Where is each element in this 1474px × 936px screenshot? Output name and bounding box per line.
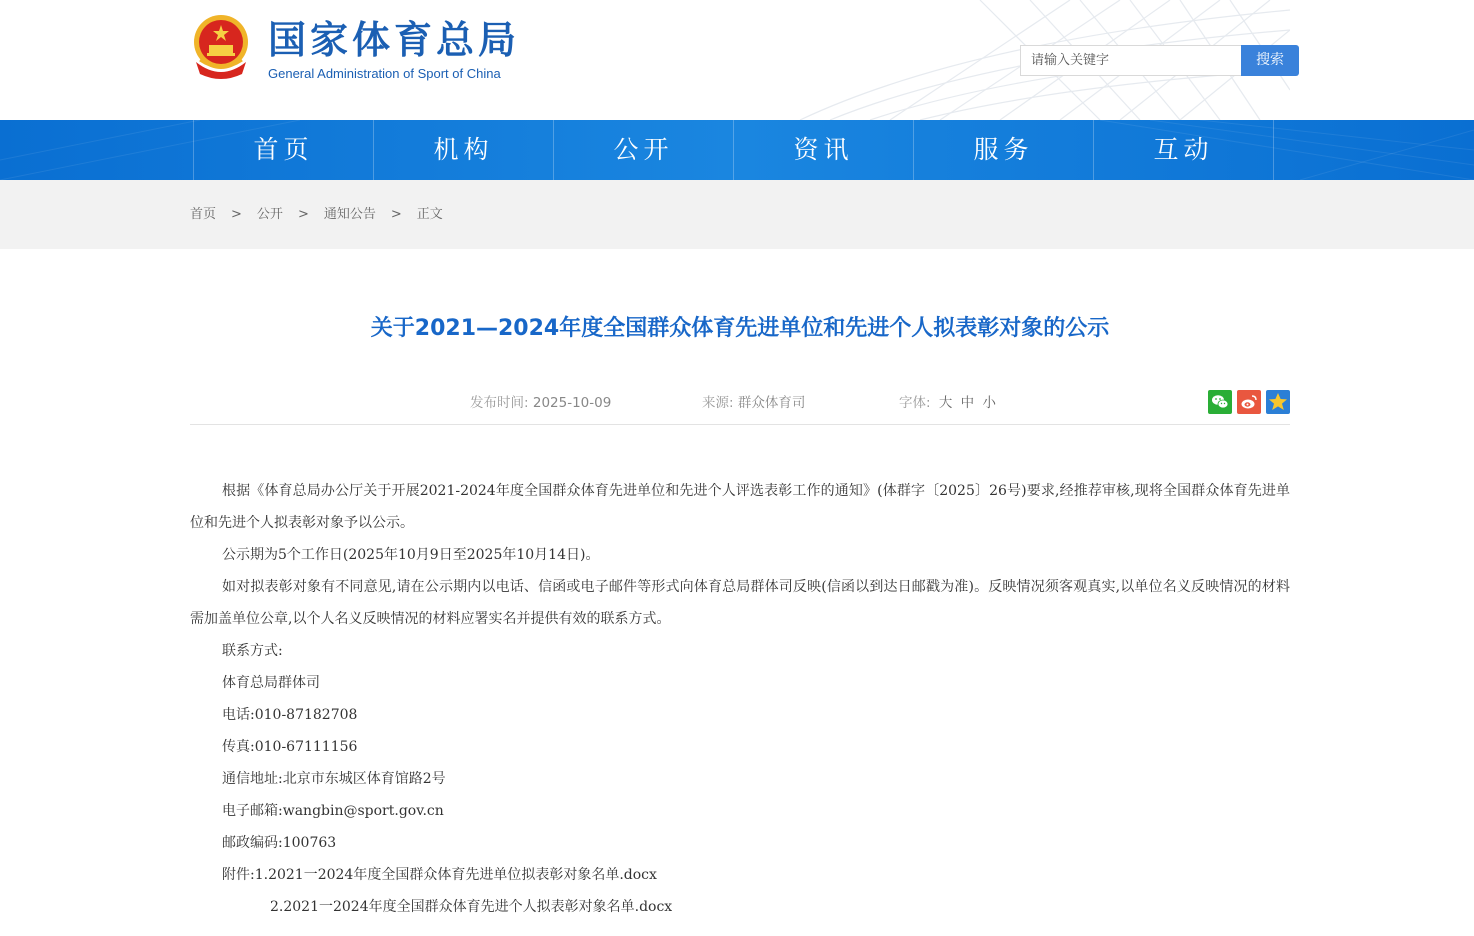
attachment-link-1[interactable]: 1.2021一2024年度全国群众体育先进单位拟表彰对象名单.docx — [254, 867, 657, 883]
breadcrumb — [190, 206, 443, 224]
publish-date — [470, 393, 611, 413]
article-paragraph: 根据《体育总局办公厅关于开展2021-2024年度全国群众体育先进单位和先进个人评选表彰工作的通知》(体群字〔2025〕26号)要求,经推荐审核,现将全国群众体育先进单位和先进个人拟表彰对象予以公示。 — [190, 483, 1290, 531]
article-source — [702, 393, 805, 413]
nav-item-interaction[interactable] — [1094, 120, 1274, 180]
attachments-label: 附件: — [222, 867, 255, 883]
article-body — [190, 475, 1290, 923]
contact-phone: 电话:010-87182708 — [222, 707, 358, 723]
article-title: 关于2021—2024年度全国群众体育先进单位和先进个人拟表彰对象的公示 — [370, 316, 1110, 341]
attachments-row — [190, 859, 1290, 891]
search-button[interactable]: 搜索 — [1241, 45, 1299, 76]
nav-item-label: 服务 — [973, 135, 1034, 164]
weibo-share-button[interactable] — [1237, 390, 1261, 414]
attachments-row — [190, 891, 1290, 923]
breadcrumb-notices-link[interactable]: 通知公告 — [323, 207, 376, 222]
nav-item-label: 资讯 — [793, 135, 854, 164]
qzone-share-button[interactable] — [1266, 390, 1290, 414]
wechat-icon — [1208, 390, 1232, 414]
nav-item-news[interactable] — [734, 120, 914, 180]
nav-item-label: 机构 — [433, 135, 494, 164]
article-meta — [190, 388, 1290, 425]
nav-items — [193, 120, 1274, 180]
qzone-icon — [1266, 390, 1290, 414]
nav-item-label: 公开 — [613, 135, 674, 164]
contact-postcode: 邮政编码:100763 — [222, 835, 337, 851]
breadcrumb-home-link[interactable]: 首页 — [190, 207, 217, 222]
attachment-link-2[interactable]: 2.2021一2024年度全国群众体育先进个人拟表彰对象名单.docx — [270, 899, 673, 915]
article-paragraph: 如对拟表彰对象有不同意见,请在公示期内以电话、信函或电子邮件等形式向体育总局群体司反映(信函以到达日邮戳为准)。反映情况须客观真实,以单位名义反映情况的材料需加盖单位公章,以个人名义反映情况的材料应署实名并提供有效的联系方式。 — [190, 579, 1290, 627]
breadcrumb-current: 正文 — [416, 207, 443, 222]
source-value: 群众体育司 — [737, 395, 806, 411]
weibo-icon — [1237, 390, 1261, 414]
article-paragraph: 公示期为5个工作日(2025年10月9日至2025年10月14日)。 — [222, 547, 600, 563]
search-input[interactable] — [1020, 45, 1242, 76]
publish-date-value: 2025-10-09 — [532, 395, 612, 411]
nav-item-home[interactable] — [194, 120, 374, 180]
wechat-share-button[interactable] — [1208, 390, 1232, 414]
font-size-label: 字体: — [899, 395, 931, 411]
site-logo-title: 国家体育总局 — [268, 18, 521, 62]
nav-item-organization[interactable] — [374, 120, 554, 180]
contact-department: 体育总局群体司 — [222, 675, 320, 691]
breadcrumb-separator: > — [297, 207, 309, 222]
nav-item-services[interactable] — [914, 120, 1094, 180]
contact-email: 电子邮箱:wangbin@sport.gov.cn — [222, 803, 444, 819]
breadcrumb-public-link[interactable]: 公开 — [256, 207, 283, 222]
nav-item-label: 互动 — [1153, 135, 1214, 164]
contact-fax: 传真:010-67111156 — [222, 739, 358, 755]
source-label: 来源: — [702, 395, 734, 411]
site-logo-subtitle: General Administration of Sport of China — [268, 66, 501, 81]
breadcrumb-separator: > — [390, 207, 402, 222]
nav-item-label: 首页 — [253, 135, 314, 164]
font-size-large-button[interactable]: 大 — [938, 395, 953, 411]
contact-heading: 联系方式: — [222, 643, 283, 659]
contact-address: 通信地址:北京市东城区体育馆路2号 — [222, 771, 446, 787]
font-size-medium-button[interactable]: 中 — [960, 395, 975, 411]
site-header — [0, 0, 1474, 120]
publish-date-label: 发布时间: — [470, 395, 529, 411]
breadcrumb-separator: > — [231, 207, 242, 222]
main-nav — [0, 120, 1474, 180]
breadcrumb-bar — [0, 180, 1474, 249]
font-size-small-button[interactable]: 小 — [982, 395, 996, 411]
nav-item-public[interactable] — [554, 120, 734, 180]
national-emblem-icon — [190, 12, 252, 80]
font-size-control — [899, 393, 996, 413]
